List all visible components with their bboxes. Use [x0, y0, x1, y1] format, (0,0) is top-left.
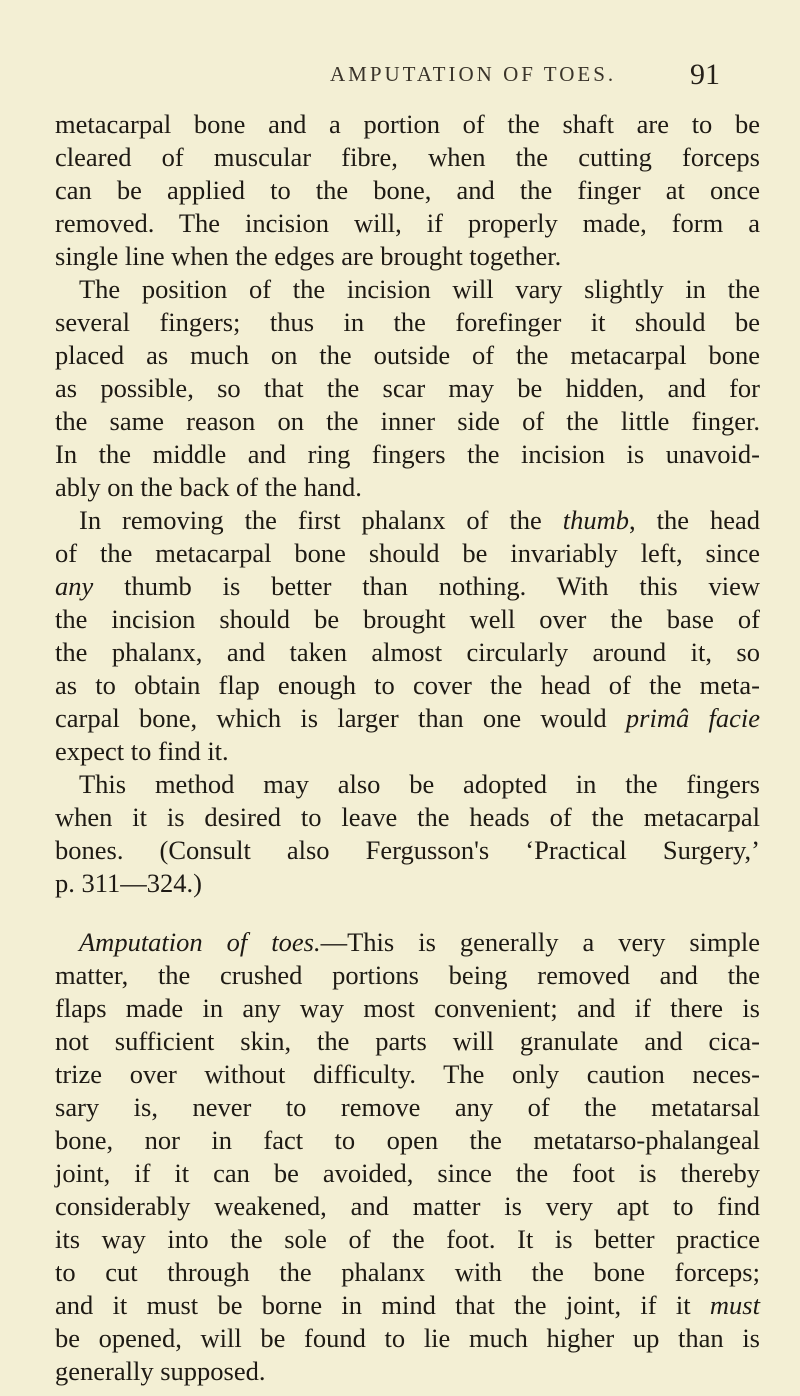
text-line: when it is desired to leave the heads of the metacarpal [55, 802, 760, 832]
text-run: carpal bone, which is larger than one would [55, 703, 626, 733]
text-line: can be applied to the bone, and the finger at once [55, 175, 760, 205]
text-line: several fingers; thus in the forefinger it should be [55, 307, 760, 337]
text-line: considerably weakened, and matter is very apt to find [55, 1191, 760, 1221]
text-line: flaps made in any way most convenient; and if there is [55, 993, 760, 1023]
italic-word-thumb: thumb [562, 505, 630, 535]
text-line: of the metacarpal bone should be invariably left, since [55, 538, 760, 568]
text-line: not sufficient skin, the parts will granulate and cica- [55, 1026, 760, 1056]
text-line: In the middle and ring fingers the incision is unavoid- [55, 439, 760, 469]
italic-word-any: any [55, 571, 94, 601]
text-line: placed as much on the outside of the metacarpal bone [55, 340, 760, 370]
text-line: as possible, so that the scar may be hidden, and for [55, 373, 760, 403]
text-line: its way into the sole of the foot. It is better practice [55, 1224, 760, 1254]
text-run: In removing the first phalanx of the [79, 505, 563, 535]
italic-word-must: must [709, 1290, 760, 1320]
text-line: p. 311—324.) [55, 868, 202, 898]
text-line: generally supposed. [55, 1356, 266, 1386]
text-line [55, 1289, 760, 1322]
text-line: single line when the edges are brought together. [55, 241, 562, 271]
text-line: The position of the incision will vary slightly in the [79, 274, 760, 304]
text-line: expect to find it. [55, 736, 229, 766]
text-line [55, 570, 760, 603]
text-line: trize over without difficulty. The only caution neces- [55, 1059, 760, 1089]
text-line: This method may also be adopted in the fingers [79, 769, 760, 799]
text-line: joint, if it can be avoided, since the foot is thereby [55, 1158, 760, 1188]
text-line: bone, nor in fact to open the metatarso-phalangeal [55, 1125, 760, 1155]
text-run: thumb is better than nothing. With this view [93, 571, 760, 601]
body-text [55, 108, 760, 1388]
text-line [55, 702, 760, 735]
text-line: bones. (Consult also Fergusson's ‘Practical Surgery,’ [55, 835, 760, 865]
text-line: the incision should be brought well over the base of [55, 604, 760, 634]
running-head-title: AMPUTATION OF TOES. [330, 62, 617, 86]
text-line: ably on the back of the hand. [55, 472, 362, 502]
text-run: , the head [629, 505, 760, 535]
text-line: removed. The incision will, if properly made, form a [55, 208, 760, 238]
page-number: 91 [690, 58, 720, 91]
text-line: the phalanx, and taken almost circularly around it, so [55, 637, 760, 667]
section-heading-amputation-of-toes: Amputation of toes. [79, 927, 321, 957]
text-line [55, 926, 760, 959]
italic-phrase-prima-facie: primâ facie [625, 703, 761, 733]
text-line: sary is, never to remove any of the metatarsal [55, 1092, 760, 1122]
text-line: matter, the crushed portions being removed and the [55, 960, 760, 990]
text-line: as to obtain flap enough to cover the head of the meta- [55, 670, 760, 700]
running-head [0, 58, 800, 92]
text-run: and it must be borne in mind that the joint, if it [55, 1290, 710, 1320]
paragraph-gap [55, 900, 760, 926]
text-line: metacarpal bone and a portion of the shaft are to be [55, 109, 760, 139]
text-line: to cut through the phalanx with the bone forceps; [55, 1257, 760, 1287]
text-line: cleared of muscular fibre, when the cutting forceps [55, 142, 760, 172]
text-run: —This is generally a very simple [320, 927, 760, 957]
text-line: the same reason on the inner side of the little finger. [55, 406, 760, 436]
text-line [55, 504, 760, 537]
text-line: be opened, will be found to lie much higher up than is [55, 1323, 760, 1353]
